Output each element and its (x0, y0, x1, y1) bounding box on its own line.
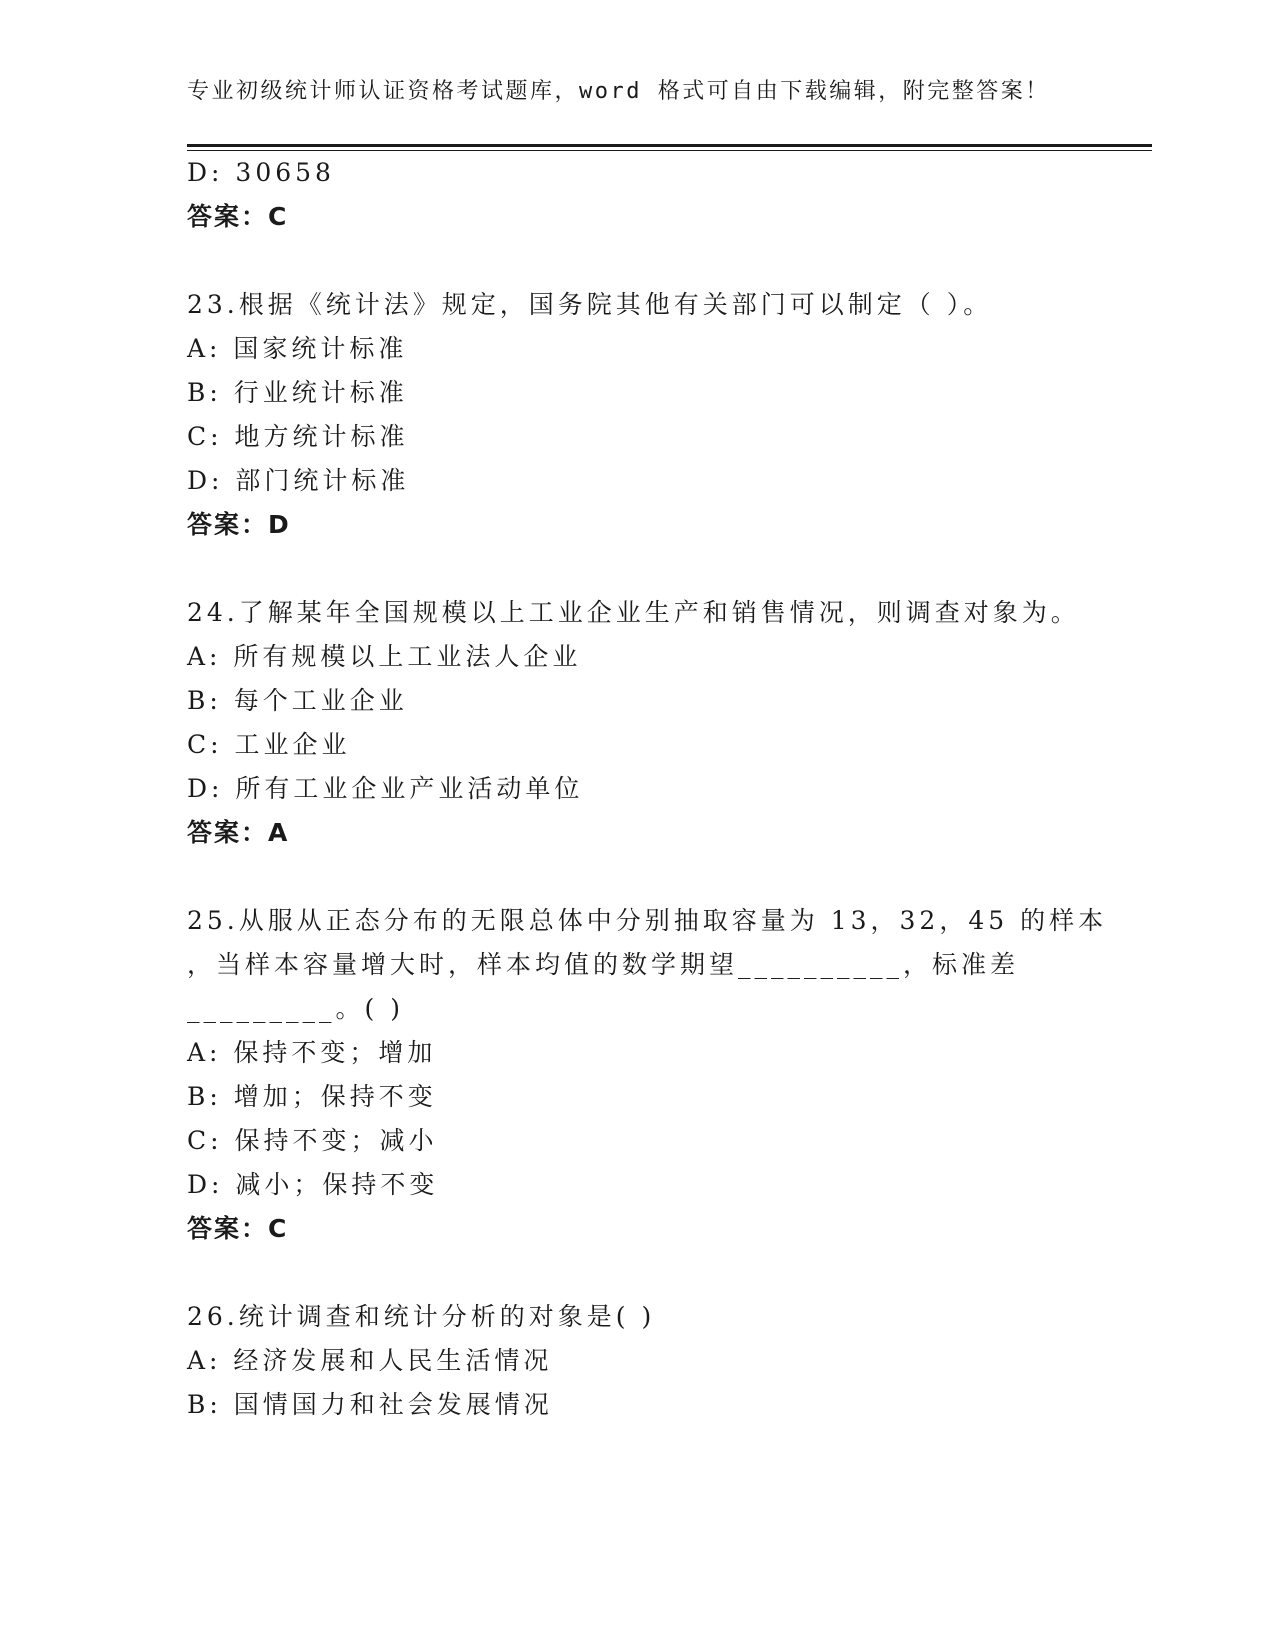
q26-option-a: A: 经济发展和人民生活情况 (187, 1346, 553, 1375)
q24-option-a: A: 所有规模以上工业法人企业 (187, 642, 582, 671)
q25-stem-line2: ，当样本容量增大时，样本均值的数学期望__________，标准差 (187, 950, 1020, 979)
q25-answer: 答案：C (187, 1214, 289, 1243)
q24-option-c: C: 工业企业 (187, 730, 351, 759)
q23-answer: 答案：D (187, 510, 291, 539)
q23-option-b: B: 行业统计标准 (187, 378, 408, 407)
page-header: 专业初级统计师认证资格考试题库，word 格式可自由下载编辑，附完整答案！ (187, 79, 1050, 104)
q25-stem-line3: _________。( ) (187, 994, 404, 1023)
q25-stem-line1: 25.从服从正态分布的无限总体中分别抽取容量为 13，32，45 的样本 (187, 906, 1108, 935)
q26-option-b: B: 国情国力和社会发展情况 (187, 1390, 553, 1419)
q23-stem: 23.根据《统计法》规定，国务院其他有关部门可以制定（ ）。 (187, 290, 993, 319)
q24-option-d: D: 所有工业企业产业活动单位 (187, 774, 584, 803)
prev-answer: 答案：C (187, 202, 289, 231)
q25-option-a: A: 保持不变；增加 (187, 1038, 437, 1067)
q25-option-d: D: 减小；保持不变 (187, 1170, 439, 1199)
q24-stem: 24.了解某年全国规模以上工业企业生产和销售情况，则调查对象为。 (187, 598, 1080, 627)
q23-option-c: C: 地方统计标准 (187, 422, 409, 451)
prev-option-d: D: 30658 (187, 158, 335, 187)
q24-option-b: B: 每个工业企业 (187, 686, 408, 715)
q25-option-b: B: 增加；保持不变 (187, 1082, 437, 1111)
q24-answer: 答案：A (187, 818, 290, 847)
header-rule-thick (187, 144, 1152, 147)
q26-stem: 26.统计调查和统计分析的对象是( ) (187, 1302, 656, 1331)
q23-option-d: D: 部门统计标准 (187, 466, 410, 495)
q25-option-c: C: 保持不变；减小 (187, 1126, 438, 1155)
q23-option-a: A: 国家统计标准 (187, 334, 408, 363)
header-rule-thin (187, 150, 1152, 151)
